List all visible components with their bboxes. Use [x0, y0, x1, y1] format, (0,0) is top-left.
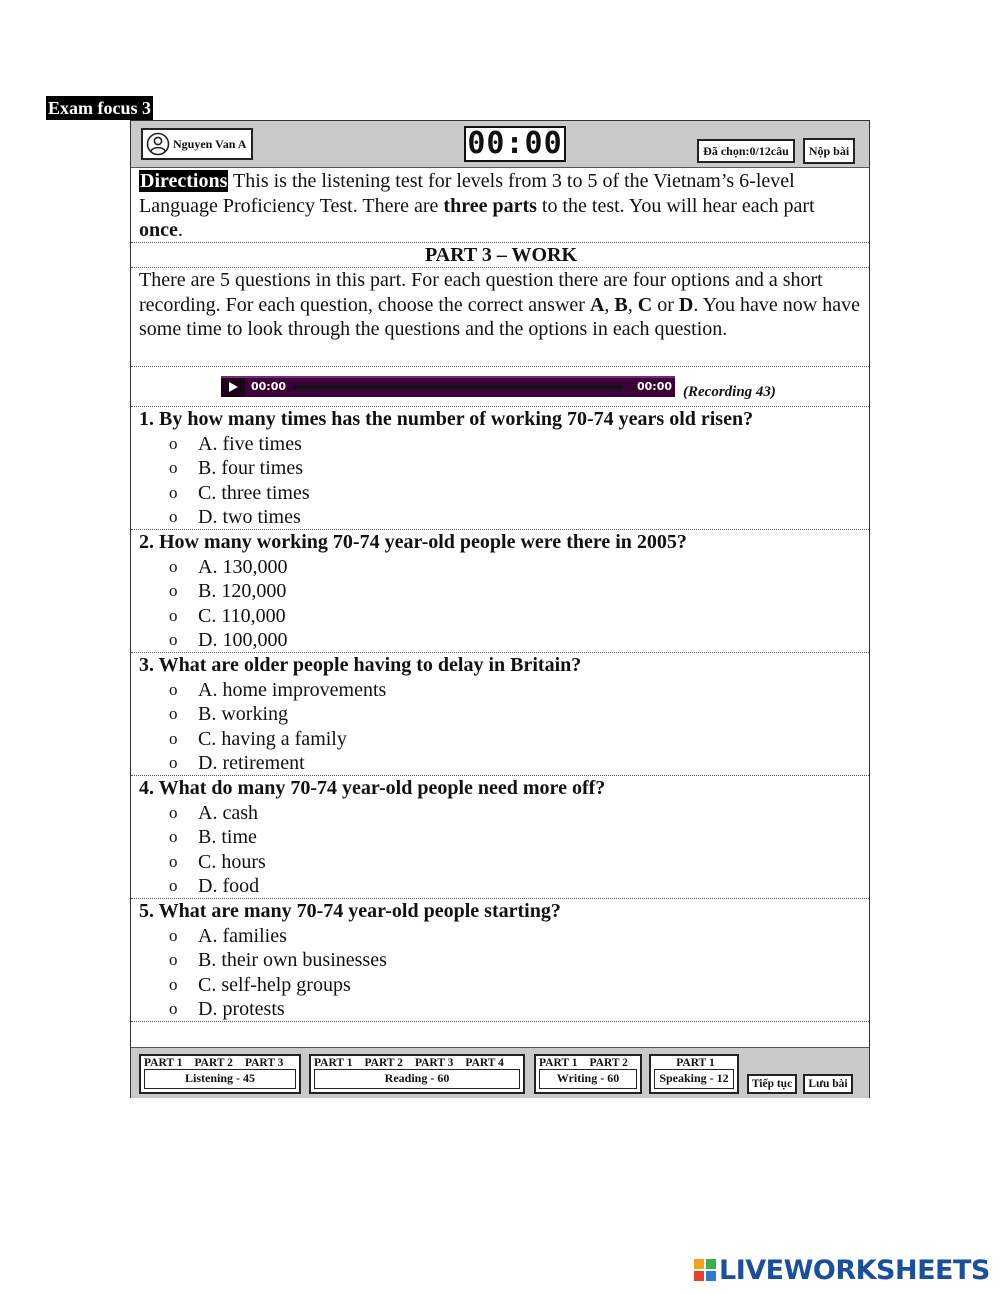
- question-text: 1. By how many times has the number of working 70-74 years old risen?: [139, 408, 754, 430]
- radio-bullet[interactable]: o: [169, 605, 178, 625]
- selected-count: Đã chọn:0/12câu: [697, 139, 795, 163]
- instructions: [139, 268, 863, 342]
- question-2: [139, 530, 863, 653]
- top-bar: [131, 121, 869, 168]
- directions-text: .: [177, 219, 183, 241]
- radio-bullet[interactable]: o: [169, 556, 178, 576]
- save-button[interactable]: Lưu bài: [803, 1074, 853, 1094]
- speaking-section-tab[interactable]: [649, 1054, 739, 1094]
- radio-bullet[interactable]: o: [169, 950, 178, 969]
- exam-frame: [130, 120, 870, 1098]
- option-item[interactable]: [139, 751, 863, 776]
- duration: 00:00: [637, 380, 673, 393]
- continue-button[interactable]: Tiếp tục: [747, 1074, 797, 1094]
- question-4: [139, 776, 863, 899]
- radio-bullet[interactable]: o: [169, 999, 178, 1018]
- logo-grid-icon: [694, 1259, 716, 1281]
- reading-section-tab[interactable]: [309, 1054, 525, 1094]
- option-text: D. food: [198, 875, 260, 897]
- option-item[interactable]: [139, 628, 863, 653]
- option-item[interactable]: [139, 801, 863, 826]
- radio-bullet[interactable]: o: [169, 876, 178, 895]
- section-title: Writing - 60: [539, 1069, 637, 1089]
- divider: [131, 366, 869, 367]
- part-tab[interactable]: PART 1: [144, 1057, 183, 1069]
- option-letter: B: [614, 293, 628, 316]
- directions-text: This is the listening test for levels from 3 to 5 of the Vietnam’s 6-level Language Proficiency Test. There are: [139, 170, 795, 217]
- option-letter: C: [637, 293, 653, 316]
- user-icon: [146, 132, 170, 156]
- option-text: A. 130,000: [198, 555, 288, 578]
- option-item[interactable]: [139, 604, 863, 629]
- question-3: [139, 653, 863, 776]
- option-text: B. working: [198, 703, 288, 725]
- option-text: C. self-help groups: [198, 973, 351, 996]
- part-tab[interactable]: PART 2: [364, 1057, 403, 1069]
- audio-player: [221, 376, 675, 397]
- separator: or: [652, 293, 679, 316]
- divider: [131, 1021, 869, 1022]
- user-name: Nguyen Van A: [173, 136, 247, 151]
- recording-label: (Recording 43): [683, 384, 776, 400]
- option-text: D. 100,000: [198, 629, 288, 651]
- option-item[interactable]: [139, 555, 863, 580]
- radio-bullet[interactable]: o: [169, 827, 178, 846]
- option-item[interactable]: [139, 702, 863, 727]
- option-item[interactable]: [139, 973, 863, 998]
- directions-bold: once: [139, 219, 178, 241]
- radio-bullet[interactable]: o: [169, 851, 178, 871]
- option-item[interactable]: [139, 456, 863, 481]
- option-text: A. families: [198, 924, 287, 947]
- option-letter: D: [678, 293, 694, 316]
- radio-bullet[interactable]: o: [169, 974, 178, 994]
- option-item[interactable]: [139, 579, 863, 604]
- radio-bullet[interactable]: o: [169, 802, 178, 822]
- user-badge: [141, 128, 253, 160]
- listening-section-tab[interactable]: [139, 1054, 301, 1094]
- radio-bullet[interactable]: o: [169, 728, 178, 748]
- option-text: B. 120,000: [198, 580, 287, 602]
- option-item[interactable]: [139, 997, 863, 1022]
- instructions-text: . You have now have some time to look through the questions and the options in each question.: [139, 293, 860, 340]
- radio-bullet[interactable]: o: [169, 433, 178, 453]
- question-5: [139, 899, 863, 1022]
- part-tab[interactable]: PART 4: [465, 1057, 504, 1069]
- part-tab[interactable]: PART 3: [414, 1057, 454, 1069]
- option-text: A. cash: [198, 801, 258, 824]
- part-title: PART 3 – WORK: [424, 244, 578, 266]
- radio-bullet[interactable]: o: [169, 679, 178, 699]
- radio-bullet[interactable]: o: [169, 507, 178, 526]
- section-title: Listening - 45: [144, 1069, 296, 1089]
- question-text: 3. What are older people having to delay in Britain?: [139, 654, 582, 676]
- submit-button[interactable]: Nộp bài: [803, 138, 855, 164]
- option-text: A. five times: [198, 432, 302, 455]
- play-icon[interactable]: [221, 378, 245, 397]
- radio-bullet[interactable]: o: [169, 581, 178, 600]
- part-tab[interactable]: PART 1: [539, 1057, 578, 1069]
- option-item[interactable]: [139, 727, 863, 752]
- option-text: D. protests: [198, 998, 285, 1020]
- option-text: D. two times: [198, 506, 301, 528]
- option-text: B. their own businesses: [198, 949, 387, 971]
- option-text: C. hours: [198, 850, 266, 873]
- option-item[interactable]: [139, 825, 863, 850]
- directions: [139, 169, 863, 243]
- part-tab[interactable]: PART 3: [244, 1057, 284, 1069]
- option-text: A. home improvements: [198, 678, 387, 701]
- countdown-timer: 00:00: [464, 126, 566, 162]
- section-title: Speaking - 12: [654, 1069, 734, 1089]
- part-tab[interactable]: PART 2: [589, 1057, 628, 1069]
- part-tab[interactable]: PART 1: [676, 1057, 715, 1069]
- option-text: B. time: [198, 826, 257, 848]
- radio-bullet[interactable]: o: [169, 482, 178, 502]
- radio-bullet[interactable]: o: [169, 458, 178, 477]
- separator: ,: [627, 293, 638, 316]
- part-tab[interactable]: PART 2: [194, 1057, 233, 1069]
- option-item[interactable]: [139, 850, 863, 875]
- liveworksheets-logo: [694, 1255, 990, 1285]
- option-text: C. 110,000: [198, 604, 286, 627]
- radio-bullet[interactable]: o: [169, 704, 178, 723]
- question-text: 4. What do many 70-74 year-old people need more off?: [139, 777, 606, 799]
- question-text: 5. What are many 70-74 year-old people starting?: [139, 900, 561, 922]
- option-item[interactable]: [139, 432, 863, 457]
- option-item[interactable]: [139, 948, 863, 973]
- current-time: 00:00: [251, 380, 287, 393]
- question-1: [139, 407, 863, 530]
- radio-bullet[interactable]: o: [169, 630, 178, 649]
- option-text: C. three times: [198, 481, 310, 504]
- seek-bar[interactable]: [293, 385, 623, 389]
- option-item[interactable]: [139, 505, 863, 530]
- separator: ,: [604, 293, 615, 316]
- option-letter: A: [589, 293, 605, 316]
- option-text: C. having a family: [198, 727, 347, 750]
- radio-bullet[interactable]: o: [169, 925, 178, 945]
- option-item[interactable]: [139, 874, 863, 899]
- directions-text: to the test. You will hear each part: [536, 194, 815, 217]
- bottom-navigation: [131, 1047, 869, 1098]
- option-item[interactable]: [139, 481, 863, 506]
- option-item[interactable]: [139, 924, 863, 949]
- radio-bullet[interactable]: o: [169, 753, 178, 772]
- directions-bold: three parts: [443, 194, 537, 217]
- logo-text: LIVEWORKSHEETS: [719, 1254, 990, 1286]
- directions-label: Directions: [140, 170, 228, 192]
- part-tab[interactable]: PART 1: [314, 1057, 353, 1069]
- section-title: Reading - 60: [314, 1069, 520, 1089]
- question-text: 2. How many working 70-74 year-old people were there in 2005?: [139, 531, 687, 553]
- option-text: D. retirement: [198, 752, 305, 774]
- instructions-text: There are 5 questions in this part. For each question there are four options and a short recording. For each question, choose the correct answer: [139, 269, 823, 316]
- option-item[interactable]: [139, 678, 863, 703]
- exam-focus-label: Exam focus 3: [48, 98, 151, 118]
- option-text: B. four times: [198, 457, 303, 479]
- writing-section-tab[interactable]: [534, 1054, 642, 1094]
